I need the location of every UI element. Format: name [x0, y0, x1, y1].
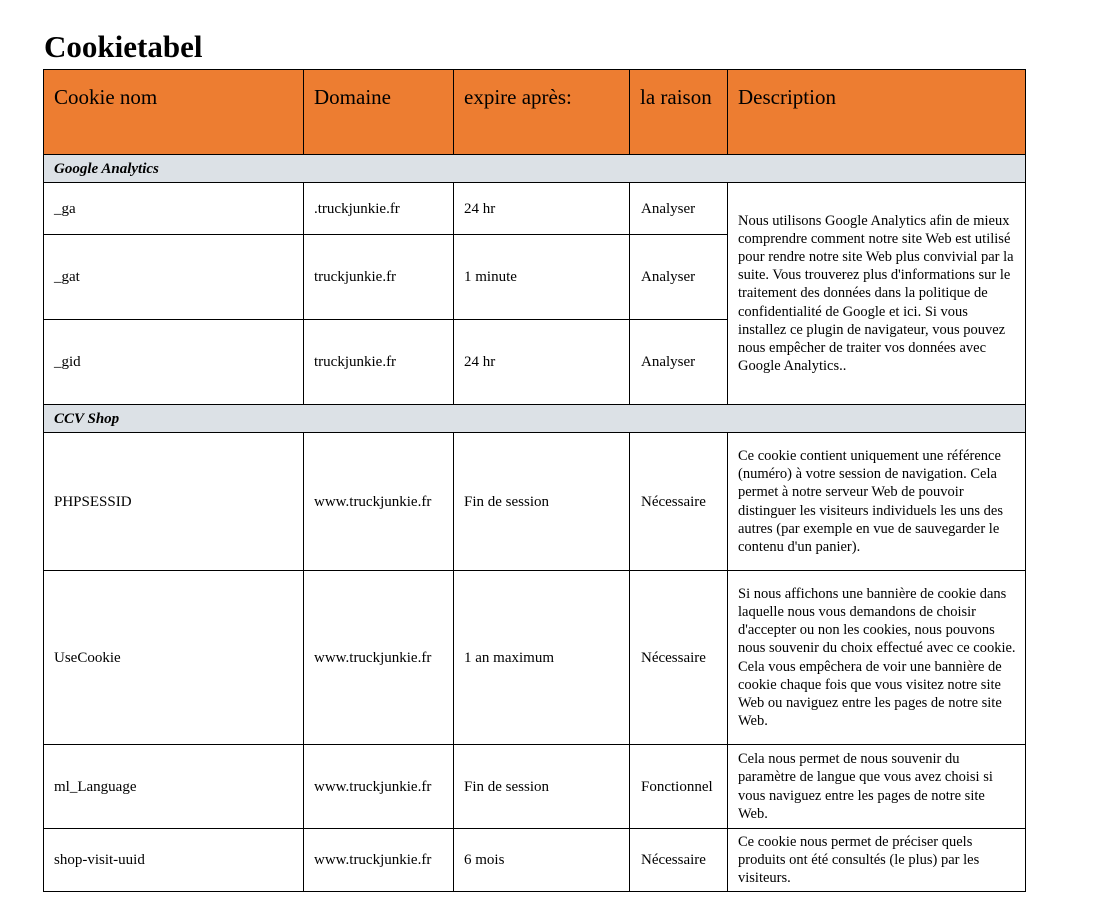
cookie-expires: Fin de session	[454, 745, 630, 829]
group-row-ccv-shop	[44, 405, 1026, 433]
cookie-name: _ga	[44, 183, 304, 235]
cookie-reason: Fonctionnel	[630, 745, 728, 829]
cookie-reason: Nécessaire	[630, 433, 728, 571]
cookie-reason: Analyser	[630, 320, 728, 405]
group-label: CCV Shop	[44, 405, 1026, 433]
table-header-row	[44, 70, 1026, 155]
cookie-expires: Fin de session	[454, 433, 630, 571]
cookie-name: _gat	[44, 235, 304, 320]
cookie-name: UseCookie	[44, 571, 304, 745]
table-row	[44, 829, 1026, 892]
cookie-reason: Analyser	[630, 235, 728, 320]
table-row	[44, 183, 1026, 235]
header-cookie-name: Cookie nom	[44, 70, 304, 155]
group-label: Google Analytics	[44, 155, 1026, 183]
cookie-description: Ce cookie nous permet de préciser quels produits ont été consultés (le plus) par les visiteurs.	[728, 829, 1026, 892]
cookie-domain: www.truckjunkie.fr	[304, 433, 454, 571]
cookie-description: Nous utilisons Google Analytics afin de mieux comprendre comment notre site Web est utilisé pour rendre notre site Web plus convivial par la suite. Vous trouverez plus d'informations sur le traitement des données dans la politique de confidentialité de Google et ici. Si vous installez ce plugin de navigateur, vous pouvez nous empêcher de traiter vos données avec Google Analytics..	[728, 183, 1026, 405]
cookie-name: _gid	[44, 320, 304, 405]
header-domain: Domaine	[304, 70, 454, 155]
table-row	[44, 745, 1026, 829]
table-row	[44, 571, 1026, 745]
cookie-expires: 24 hr	[454, 183, 630, 235]
cookie-domain: www.truckjunkie.fr	[304, 571, 454, 745]
cookie-description: Cela nous permet de nous souvenir du paramètre de langue que vous avez choisi si vous naviguez entre les pages de notre site Web.	[728, 745, 1026, 829]
page-title: Cookietabel	[44, 29, 203, 64]
cookie-expires: 1 minute	[454, 235, 630, 320]
cookie-expires: 6 mois	[454, 829, 630, 892]
table-row	[44, 433, 1026, 571]
cookie-domain: www.truckjunkie.fr	[304, 745, 454, 829]
cookie-reason: Nécessaire	[630, 571, 728, 745]
header-description: Description	[728, 70, 1026, 155]
cookie-description: Ce cookie contient uniquement une référence (numéro) à votre session de navigation. Cela permet à notre serveur Web de pouvoir distinguer les visiteurs individuels les uns des autres (par exemple en vue de sauvegarder le contenu d'un panier).	[728, 433, 1026, 571]
cookie-domain: www.truckjunkie.fr	[304, 829, 454, 892]
cookie-expires: 24 hr	[454, 320, 630, 405]
header-expires: expire après:	[454, 70, 630, 155]
cookie-domain: .truckjunkie.fr	[304, 183, 454, 235]
cookie-description: Si nous affichons une bannière de cookie dans laquelle nous vous demandons de choisir d'accepter ou non les cookies, nous pouvons nous souvenir du choix effectué avec ce cookie. Cela vous empêchera de voir une bannière de cookie chaque fois que vous visitez notre site Web ou naviguez entre les pages de notre site Web.	[728, 571, 1026, 745]
cookie-name: shop-visit-uuid	[44, 829, 304, 892]
cookie-domain: truckjunkie.fr	[304, 320, 454, 405]
header-reason: la raison	[630, 70, 728, 155]
cookie-reason: Analyser	[630, 183, 728, 235]
cookie-name: ml_Language	[44, 745, 304, 829]
group-row-google-analytics	[44, 155, 1026, 183]
cookie-reason: Nécessaire	[630, 829, 728, 892]
cookie-name: PHPSESSID	[44, 433, 304, 571]
cookie-table	[43, 69, 1026, 892]
cookie-expires: 1 an maximum	[454, 571, 630, 745]
cookie-domain: truckjunkie.fr	[304, 235, 454, 320]
